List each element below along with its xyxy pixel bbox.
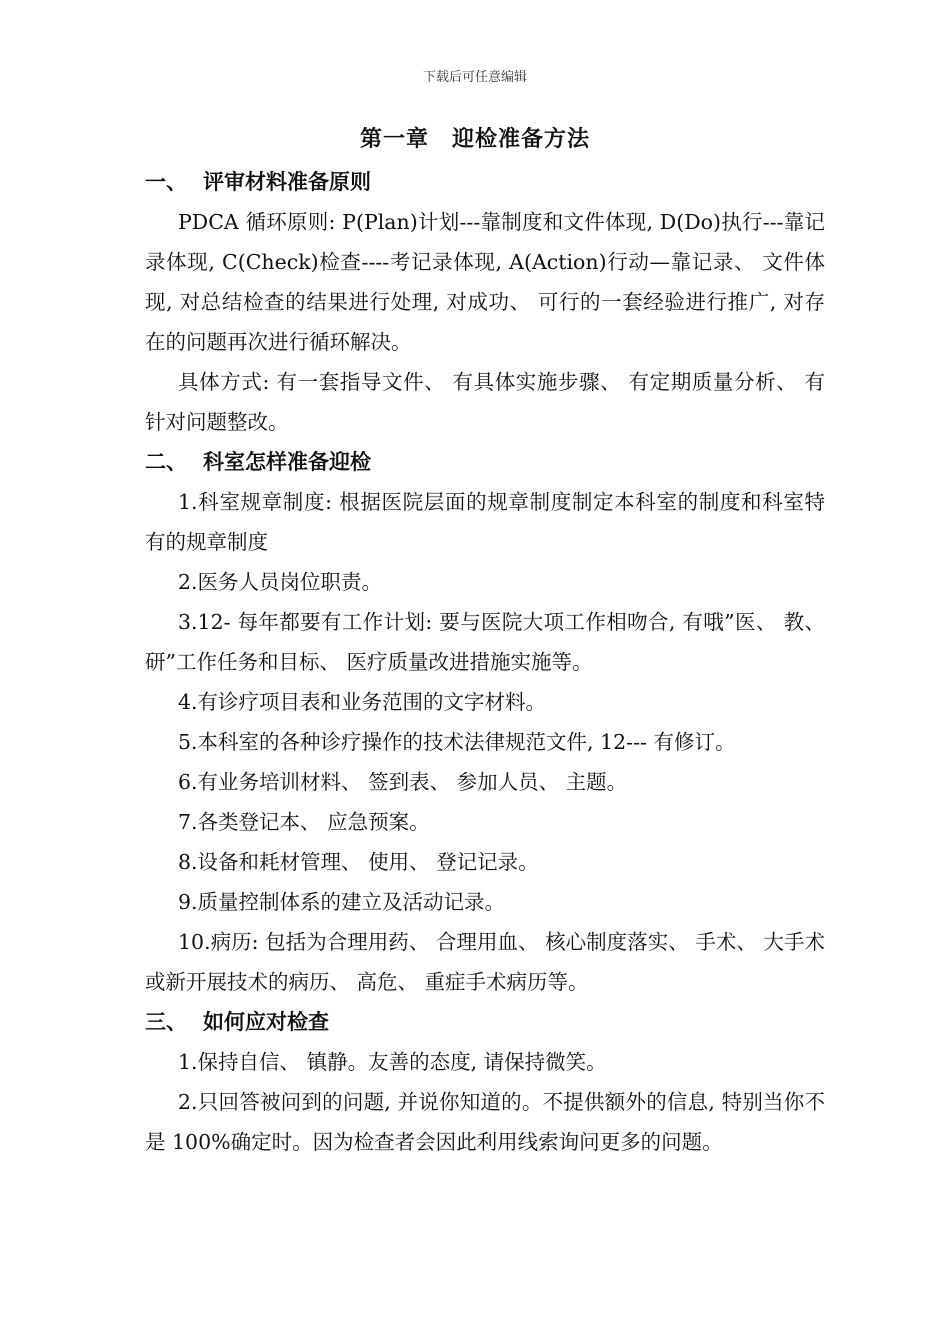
section-number: 三、	[145, 1009, 187, 1034]
section-title: 评审材料准备原则	[203, 169, 371, 194]
paragraph: 10.病历: 包括为合理用药、 合理用血、 核心制度落实、 手术、 大手术或新开展技术的病历、 高危、 重症手术病历等。	[145, 930, 825, 994]
paragraph: 6.有业务培训材料、 签到表、 参加人员、 主题。	[178, 770, 628, 794]
paragraph: 1.保持自信、 镇静。友善的态度, 请保持微笑。	[178, 1050, 607, 1074]
section-heading	[145, 162, 825, 202]
paragraph: 5.本科室的各种诊疗操作的技术法律规范文件, 12--- 有修订。	[178, 730, 736, 754]
paragraph: 2.医务人员岗位职责。	[178, 570, 383, 594]
paragraph: 7.各类登记本、 应急预案。	[178, 810, 430, 834]
document-body	[145, 162, 825, 1162]
page-header: 下载后可任意编辑	[422, 70, 527, 85]
paragraph: 具体方式: 有一套指导文件、 有具体实施步骤、 有定期质量分析、 有针对问题整改。	[145, 370, 825, 434]
section-heading	[145, 442, 825, 482]
paragraph: 8.设备和耗材管理、 使用、 登记记录。	[178, 850, 539, 874]
paragraph: 2.只回答被问到的问题, 并说你知道的。不提供额外的信息, 特别当你不是 100%确定时。因为检查者会因此利用线索询问更多的问题。	[145, 1090, 825, 1154]
section-title: 科室怎样准备迎检	[203, 449, 371, 474]
paragraph: 3.12- 每年都要有工作计划: 要与医院大项工作相吻合, 有哦”医、 教、 研”工作任务和目标、 医疗质量改进措施实施等。	[145, 610, 825, 674]
paragraph: 9.质量控制体系的建立及活动记录。	[178, 890, 506, 914]
paragraph: 4.有诊疗项目表和业务范围的文字材料。	[178, 690, 547, 714]
chapter-title: 第一章 迎检准备方法	[359, 126, 590, 152]
section-number: 一、	[145, 169, 187, 194]
paragraph: PDCA 循环原则: P(Plan)计划---靠制度和文件体现, D(Do)执行---靠记录体现, C(Check)检查----考记录体现, A(Action)行动—靠记录、 文件体现, 对总结检查的结果进行处理, 对成功、 可行的一套经验进行推广, 对存在的问题再次进行循环解决。	[145, 210, 825, 354]
paragraph: 1.科室规章制度: 根据医院层面的规章制度制定本科室的制度和科室特有的规章制度	[145, 490, 825, 554]
section-number: 二、	[145, 449, 187, 474]
section-title: 如何应对检查	[203, 1009, 329, 1034]
section-heading	[145, 1002, 825, 1042]
